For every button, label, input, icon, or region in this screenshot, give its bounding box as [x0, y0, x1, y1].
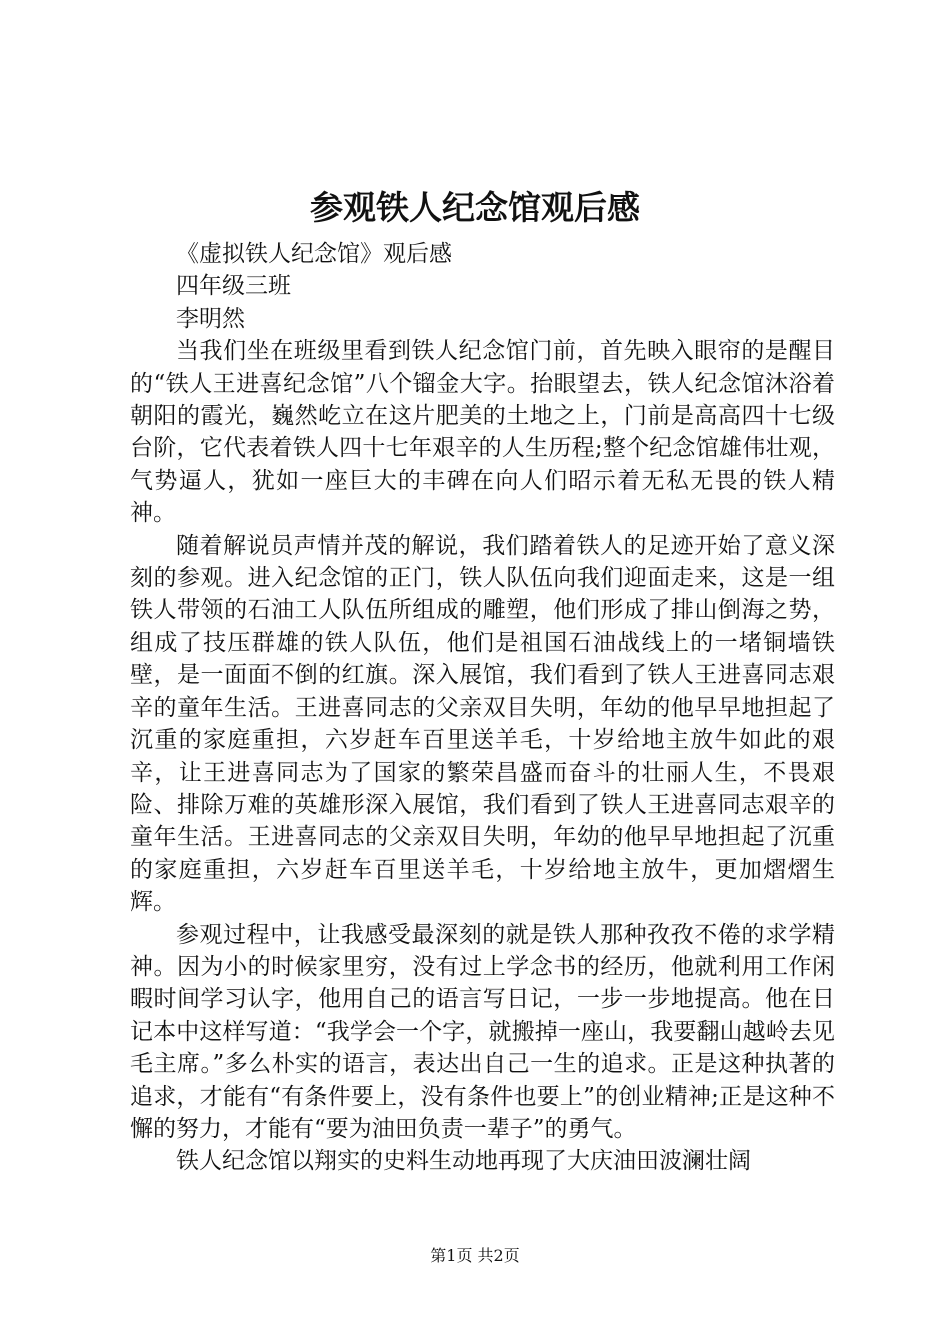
paragraph-body: 随着解说员声情并茂的解说，我们踏着铁人的足迹开始了意义深刻的参观。进入纪念馆的正门，铁人队伍向我们迎面走来，这是一组铁人带领的石油工人队伍所组成的雕塑，他们形成了排山倒海之势，组成了技压群雄的铁人队伍，他们是祖国石油战线上的一堵铜墙铁壁，是一面面不倒的红旗。深入展馆，我们看到了铁人王进喜同志艰辛的童年生活。王进喜同志的父亲双目失明，年幼的他早早地担起了沉重的家庭重担，六岁赶车百里送羊毛，十岁给地主放牛如此的艰辛，让王进喜同志为了国家的繁荣昌盛而奋斗的壮丽人生，不畏艰险、排除万难的英雄形深入展馆，我们看到了铁人王进喜同志艰辛的童年生活。王进喜同志的父亲双目失明，年幼的他早早地担起了沉重的家庭重担，六岁赶车百里送羊毛，十岁给地主放牛，更加熠熠生辉。	[130, 532, 835, 916]
page-number-footer: 第1页 共2页	[430, 1246, 520, 1265]
page-title: 参观铁人纪念馆观后感	[310, 188, 640, 227]
paragraph-subtitle: 《虚拟铁人纪念馆》观后感	[176, 241, 452, 267]
paragraph-body: 参观过程中，让我感受最深刻的就是铁人那种孜孜不倦的求学精神。因为小的时候家里穷，没有过上学念书的经历，他就利用工作闲暇时间学习认字，他用自己的语言写日记，一步一步地提高。他在日记本中这样写道：“我学会一个字，就搬掉一座山，我要翻山越岭去见毛主席。”多么朴实的语言，表达出自己一生的追求。正是这种执著的追求，才能有“有条件要上，没有条件也要上”的创业精神;正是这种不懈的努力，才能有“要为油田负责一辈子”的勇气。	[130, 921, 835, 1142]
paragraph-author: 李明然	[176, 305, 245, 332]
paragraph-body: 铁人纪念馆以翔实的史料生动地再现了大庆油田波澜壮阔	[176, 1148, 751, 1175]
paragraph-body: 当我们坐在班级里看到铁人纪念馆门前，首先映入眼帘的是醒目的“铁人王进喜纪念馆”八个镏金大字。抬眼望去，铁人纪念馆沐浴着朝阳的霞光，巍然屹立在这片肥美的土地之上，门前是高高四十七级台阶，它代表着铁人四十七年艰辛的人生历程;整个纪念馆雄伟壮观，气势逼人，犹如一座巨大的丰碑在向人们昭示着无私无畏的铁人精神。	[130, 338, 835, 527]
document-body	[130, 238, 835, 1178]
paragraph-class: 四年级三班	[176, 273, 291, 300]
